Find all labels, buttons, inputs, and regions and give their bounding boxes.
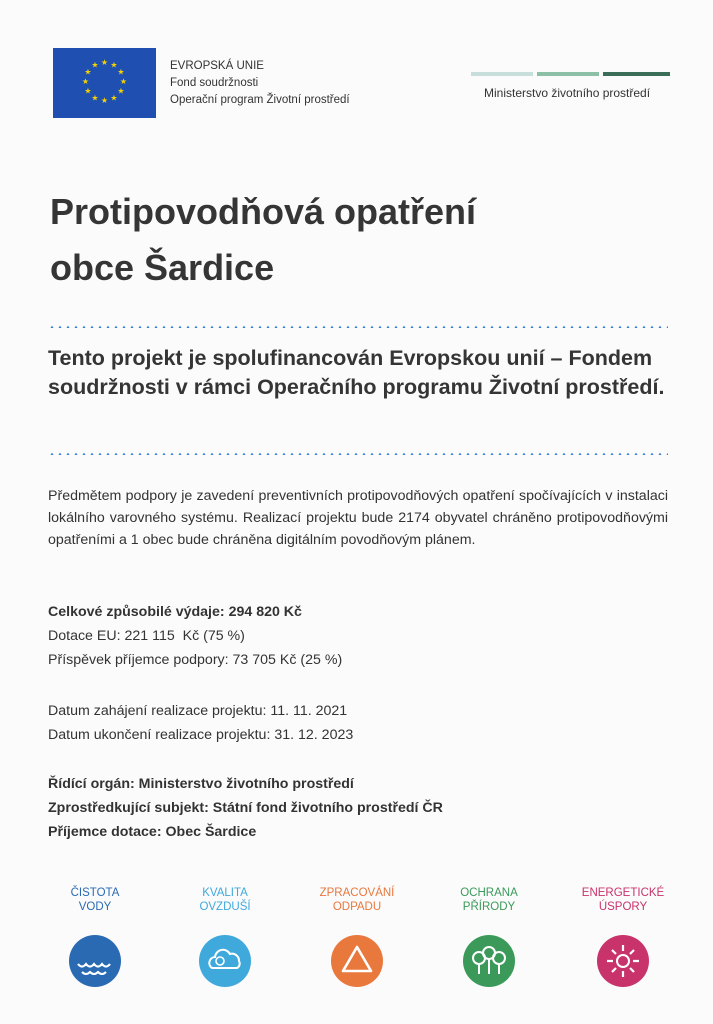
total-expenses-value: 294 820 Kč — [228, 604, 302, 620]
sun-icon — [596, 934, 650, 988]
dotted-divider-bottom — [48, 453, 668, 455]
priority-axis-icons — [40, 886, 680, 996]
category-waste — [302, 886, 412, 988]
title-line-1: Protipovodňová opatření — [50, 191, 477, 232]
svg-text:★: ★ — [84, 86, 92, 96]
svg-text:★: ★ — [84, 67, 92, 77]
recipient-contribution — [48, 652, 342, 668]
cloud-icon — [198, 934, 252, 988]
grant-recipient — [48, 824, 256, 840]
trees-icon — [462, 934, 516, 988]
intermediary-body-label: Zprostředkující subjekt: — [48, 800, 209, 816]
eu-flag-logo — [53, 48, 156, 118]
funding-statement: Tento projekt je spolufinancován Evropskou unií – Fondem soudržnosti v rámci Operačního programu Životní prostředí. — [48, 346, 665, 399]
category-energy-line1: ENERGETICKÉ — [581, 887, 665, 899]
eu-line-union: EVROPSKÁ UNIE — [170, 60, 264, 72]
start-date — [48, 703, 347, 719]
category-nature-line2: PŘÍRODY — [462, 901, 516, 913]
category-nature — [434, 886, 544, 988]
category-water — [40, 886, 150, 988]
grant-recipient-label: Příjemce dotace: — [48, 824, 162, 840]
recycle-icon — [330, 934, 384, 988]
eu-line-program: Operační program Životní prostředí — [170, 94, 350, 106]
category-nature-label — [434, 886, 544, 916]
svg-text:★: ★ — [117, 67, 125, 77]
svg-text:★: ★ — [117, 86, 125, 96]
water-icon — [68, 934, 122, 988]
category-air-line2: OVZDUŠÍ — [199, 901, 251, 913]
eu-program-text — [170, 58, 350, 109]
category-water-line1: ČISTOTA — [70, 887, 120, 899]
svg-text:★: ★ — [91, 60, 99, 70]
end-date-value: 31. 12. 2023 — [274, 727, 354, 743]
managing-authority-label: Řídící orgán: — [48, 776, 135, 792]
eu-stars-icon — [53, 48, 156, 118]
category-waste-line2: ODPADU — [332, 901, 382, 913]
intermediary-body — [48, 800, 443, 816]
start-date-value: 11. 11. 2021 — [270, 703, 348, 719]
end-date — [48, 727, 353, 743]
eu-grant-value: 221 115 Kč (75 %) — [124, 628, 245, 644]
category-nature-line1: OCHRANA — [460, 887, 518, 899]
category-air-line1: KVALITA — [202, 887, 248, 899]
total-expenses-label: Celkové způsobilé výdaje: — [48, 604, 225, 620]
ministry-logo-bars — [471, 72, 670, 76]
grant-recipient-value: Obec Šardice — [165, 824, 257, 840]
svg-text:★: ★ — [110, 93, 118, 103]
page-title — [50, 184, 476, 296]
recipient-contribution-label: Příspěvek příjemce podpory: — [48, 652, 229, 668]
category-air-label — [170, 886, 280, 916]
category-energy-line2: ÚSPORY — [598, 901, 648, 913]
category-air — [170, 886, 280, 988]
dotted-divider-top — [48, 326, 668, 328]
managing-authority-value: Ministerstvo životního prostředí — [138, 776, 354, 792]
category-energy — [568, 886, 678, 988]
category-waste-line1: ZPRACOVÁNÍ — [319, 887, 395, 899]
title-line-2: obce Šardice — [50, 247, 275, 288]
category-energy-label — [568, 886, 678, 916]
ministry-name: Ministerstvo životního prostředí — [484, 86, 651, 100]
svg-text:★: ★ — [119, 77, 128, 86]
svg-text:★: ★ — [91, 93, 99, 103]
category-water-line2: VODY — [78, 901, 112, 913]
category-water-label — [40, 886, 150, 916]
end-date-label: Datum ukončení realizace projektu: — [48, 727, 271, 743]
start-date-label: Datum zahájení realizace projektu: — [48, 703, 267, 719]
intermediary-body-value: Státní fond životního prostředí ČR — [212, 800, 443, 816]
svg-text:★: ★ — [110, 60, 118, 70]
managing-authority — [48, 776, 354, 792]
svg-text:★: ★ — [100, 58, 109, 67]
eu-grant — [48, 628, 245, 644]
total-expenses — [48, 604, 302, 620]
eu-grant-label: Dotace EU: — [48, 628, 121, 644]
svg-text:★: ★ — [81, 77, 90, 86]
recipient-contribution-value: 73 705 Kč (25 %) — [232, 652, 343, 668]
category-waste-label — [302, 886, 412, 916]
project-description: Předmětem podpory je zavedení preventivních protipovodňových opatření spočívajících v instalaci lokálního varovného systému. Realizací projektu bude 2174 obyvatel chráněno protipovodňovými opatřeními a 1 obec bude chráněna digitálním povodňovým plánem. — [48, 488, 668, 548]
eu-line-fund: Fond soudržnosti — [170, 77, 259, 89]
svg-text:★: ★ — [100, 96, 109, 105]
